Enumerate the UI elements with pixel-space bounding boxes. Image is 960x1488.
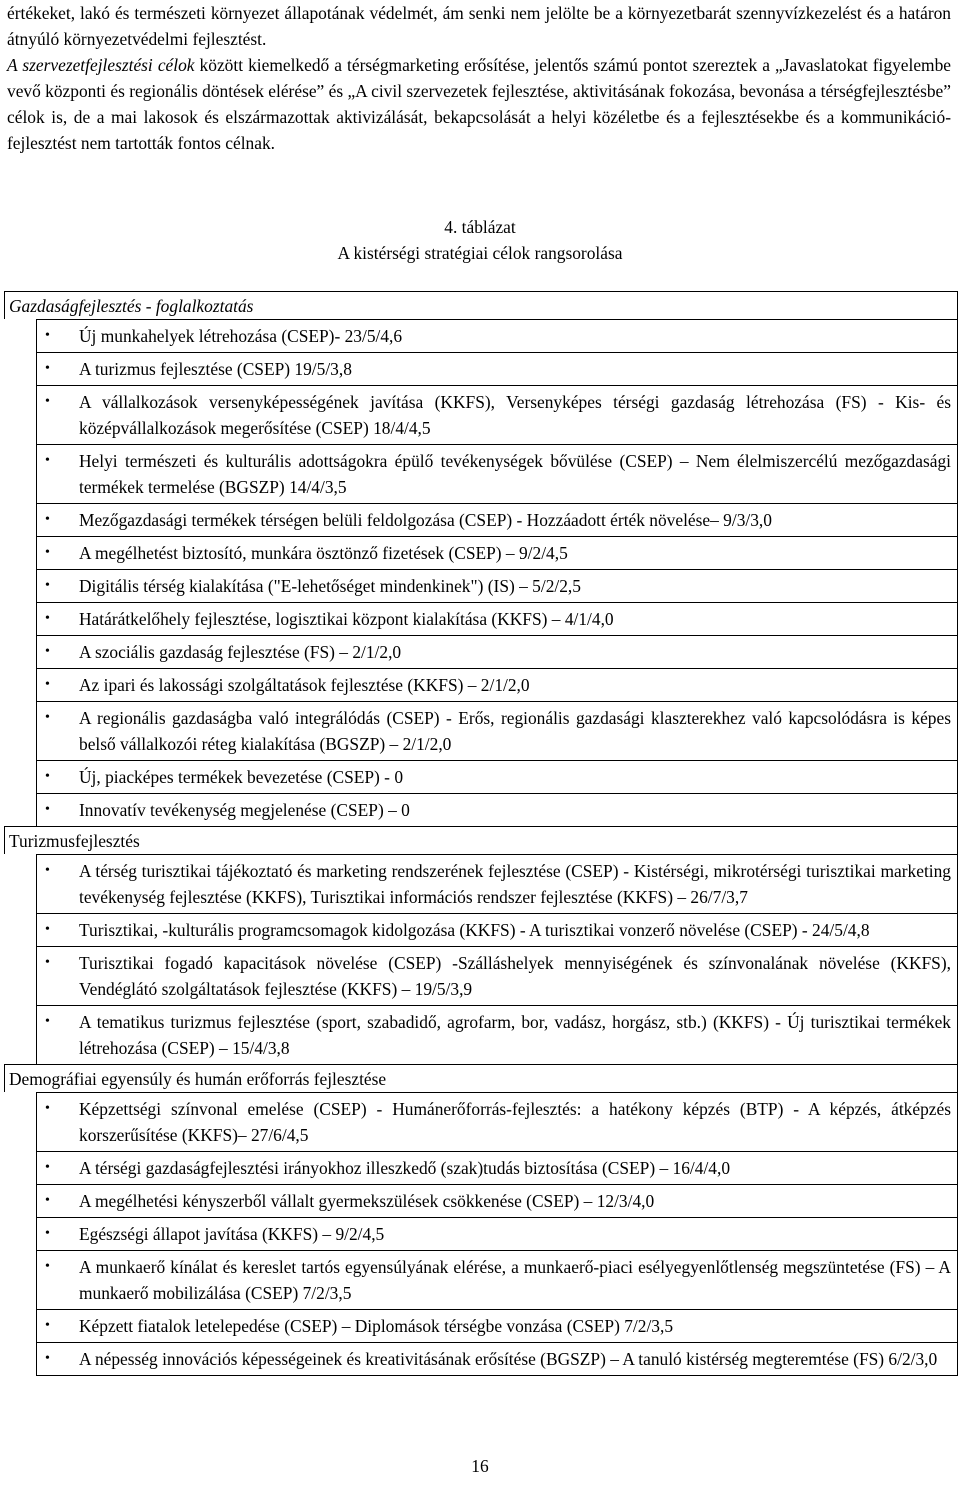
- list-item-text: A tematikus turizmus fejlesztése (sport, szabadidő, agrofarm, bor, vadász, horgász, stb.) (KKFS) - Új turisztikai termékek létrehozása (CSEP) – 15/4/3,8: [79, 1012, 951, 1058]
- list-item: [37, 855, 957, 914]
- list-item: [37, 1343, 957, 1375]
- list-item: [37, 570, 957, 603]
- list-item-text: Határátkelőhely fejlesztése, logisztikai központ kialakítása (KKFS) – 4/1/4,0: [79, 609, 614, 629]
- section-items: [36, 854, 958, 1064]
- list-item: [37, 1251, 957, 1310]
- bullet-icon: •: [45, 361, 50, 376]
- list-item-text: A munkaerő kínálat és kereslet tartós egyensúlyának elérése, a munkaerő-piaci esélyegyenlőtlenség megszüntetése (FS) – A munkaerő mobilizálása (CSEP) 7/2/3,5: [79, 1257, 951, 1303]
- list-item: [37, 603, 957, 636]
- list-item-text: A megélhetési kényszerből vállalt gyermekszülések csökkenése (CSEP) – 12/3/4,0: [79, 1191, 655, 1211]
- bullet-icon: •: [45, 710, 50, 725]
- list-item: [37, 353, 957, 386]
- intro-text: [7, 0, 951, 156]
- list-item-text: Képzett fiatalok letelepedése (CSEP) – Diplomások térségbe vonzása (CSEP) 7/2/3,5: [79, 1316, 674, 1336]
- bullet-icon: •: [45, 453, 50, 468]
- bullet-icon: •: [45, 578, 50, 593]
- list-item-text: Az ipari és lakossági szolgáltatások fejlesztése (KKFS) – 2/1/2,0: [79, 675, 530, 695]
- list-item: [37, 1006, 957, 1064]
- table-number: 4. táblázat: [444, 217, 516, 237]
- intro-paragraph-1: értékeket, lakó és természeti környezet állapotának védelmét, ám senki nem jelölte be a környezetbarát szennyvízkezelést és a határon átnyúló környezetvédelmi fejlesztést.: [7, 3, 951, 49]
- section-heading: Turizmusfejlesztés: [4, 826, 958, 854]
- list-item-text: A népesség innovációs képességeinek és kreativitásának erősítése (BGSZP) – A tanuló kistérség megteremtése (FS) 6/2/3,0: [79, 1349, 938, 1369]
- list-item: [37, 1185, 957, 1218]
- bullet-icon: •: [45, 1193, 50, 1208]
- bullet-icon: •: [45, 1226, 50, 1241]
- section-heading: Demográfiai egyensúly és humán erőforrás fejlesztése: [4, 1064, 958, 1092]
- bullet-icon: •: [45, 802, 50, 817]
- bullet-icon: •: [45, 545, 50, 560]
- list-item: [37, 669, 957, 702]
- list-item-text: A regionális gazdaságba való integrálódás (CSEP) - Erős, regionális gazdasági klaszterekhez való kapcsolódásra is képes belső vállalkozói réteg kialakítása (BGSZP) – 2/1/2,0: [79, 708, 951, 754]
- list-item-text: A szociális gazdaság fejlesztése (FS) – 2/1/2,0: [79, 642, 402, 662]
- intro-italic-phrase: A szervezetfejlesztési célok: [7, 55, 195, 75]
- list-item: [37, 702, 957, 761]
- bullet-icon: •: [45, 1318, 50, 1333]
- list-item: [37, 947, 957, 1006]
- list-item: [37, 537, 957, 570]
- intro-paragraph-2-rest: között kiemelkedő a térségmarketing erősítése, jelentős számú pontot szereztek a „Javaslatokat figyelembe vevő központi és regionális döntések elérése” és „A civil szervezetek fejlesztése, aktivitásának fokozása, bevonása a térségfejlesztésbe” célok is, de a mai lakosok és elszármazottak aktivizálását, bekapcsolását a helyi közéletbe és a fejlesztésekbe és a kommunikáció-fejlesztést nem tartották fontos célnak.: [7, 55, 951, 153]
- list-item-text: A vállalkozások versenyképességének javítása (KKFS), Versenyképes térségi gazdaság létrehozása (FS) - Kis- és középvállalkozások megerősítése (CSEP) 18/4/4,5: [79, 392, 951, 438]
- list-item: [37, 1152, 957, 1185]
- list-item: [37, 761, 957, 794]
- list-item: [37, 636, 957, 669]
- section-heading: Gazdaságfejlesztés - foglalkoztatás: [4, 291, 958, 319]
- section-items: [36, 319, 958, 826]
- bullet-icon: •: [45, 1259, 50, 1274]
- list-item: [37, 386, 957, 445]
- bullet-icon: •: [45, 1014, 50, 1029]
- list-item-text: Mezőgazdasági termékek térségen belüli feldolgozása (CSEP) - Hozzáadott érték növelése– 9/3/3,0: [79, 510, 772, 530]
- list-item-text: Egészségi állapot javítása (KKFS) – 9/2/4,5: [79, 1224, 385, 1244]
- list-item: [37, 1310, 957, 1343]
- intro-paragraph-2: [7, 52, 951, 156]
- list-item-text: A térség turisztikai tájékoztató és marketing rendszerének fejlesztése (CSEP) - Kistérségi, mikrotérségi turisztikai marketing tevékenység fejlesztése (KKFS), Turisztikai információs rendszer fejlesztése (KKFS) – 26/7/3,7: [79, 861, 951, 907]
- list-item-text: Új munkahelyek létrehozása (CSEP)- 23/5/4,6: [79, 326, 403, 346]
- list-item-text: Digitális térség kialakítása ("E-lehetőséget mindenkinek") (IS) – 5/2/2,5: [79, 576, 581, 596]
- bullet-icon: •: [45, 1351, 50, 1366]
- list-item-text: Helyi természeti és kulturális adottságokra épülő tevékenységek bővülése (CSEP) – Nem élelmiszercélú mezőgazdasági termékek termelése (BGSZP) 14/4/3,5: [79, 451, 951, 497]
- bullet-icon: •: [45, 611, 50, 626]
- list-item-text: Képzettségi színvonal emelése (CSEP) - Humánerőforrás-fejlesztés: a hatékony képzés (BTP) - A képzés, átképzés korszerűsítése (KKFS)– 27/6/4,5: [79, 1099, 951, 1145]
- table-title: A kistérségi stratégiai célok rangsorolása: [337, 243, 623, 263]
- bullet-icon: •: [45, 1101, 50, 1116]
- bullet-icon: •: [45, 394, 50, 409]
- list-item-text: A megélhetést biztosító, munkára ösztönző fizetések (CSEP) – 9/2/4,5: [79, 543, 568, 563]
- table-bottom-border: [36, 1375, 958, 1376]
- list-item: [37, 1093, 957, 1152]
- list-item: [37, 914, 957, 947]
- list-item-text: A turizmus fejlesztése (CSEP) 19/5/3,8: [79, 359, 352, 379]
- list-item: [37, 1218, 957, 1251]
- bullet-icon: •: [45, 1160, 50, 1175]
- bullet-icon: •: [45, 644, 50, 659]
- bullet-icon: •: [45, 922, 50, 937]
- list-item: [37, 794, 957, 826]
- list-item: [37, 504, 957, 537]
- list-item: [37, 320, 957, 353]
- list-item-text: Turisztikai, -kulturális programcsomagok kidolgozása (KKFS) - A turisztikai vonzerő növelése (CSEP) - 24/5/4,8: [79, 920, 870, 940]
- list-item-text: Új, piacképes termékek bevezetése (CSEP) - 0: [79, 767, 404, 787]
- page-number: 16: [471, 1456, 489, 1476]
- bullet-icon: •: [45, 863, 50, 878]
- bullet-icon: •: [45, 328, 50, 343]
- bullet-icon: •: [45, 769, 50, 784]
- list-item-text: Turisztikai fogadó kapacitások növelése (CSEP) -Szálláshelyek mennyiségének és színvonalának növelése (KKFS), Vendéglátó szolgáltatások fejlesztése (KKFS) – 19/5/3,9: [79, 953, 951, 999]
- bullet-icon: •: [45, 512, 50, 527]
- list-item: [37, 445, 957, 504]
- list-item-text: A térségi gazdaságfejlesztési irányokhoz illeszkedő (szak)tudás biztosítása (CSEP) – 16/4/4,0: [79, 1158, 731, 1178]
- bullet-icon: •: [45, 955, 50, 970]
- goals-table: [4, 291, 958, 1376]
- bullet-icon: •: [45, 677, 50, 692]
- list-item-text: Innovatív tevékenység megjelenése (CSEP) – 0: [79, 800, 410, 820]
- section-items: [36, 1092, 958, 1375]
